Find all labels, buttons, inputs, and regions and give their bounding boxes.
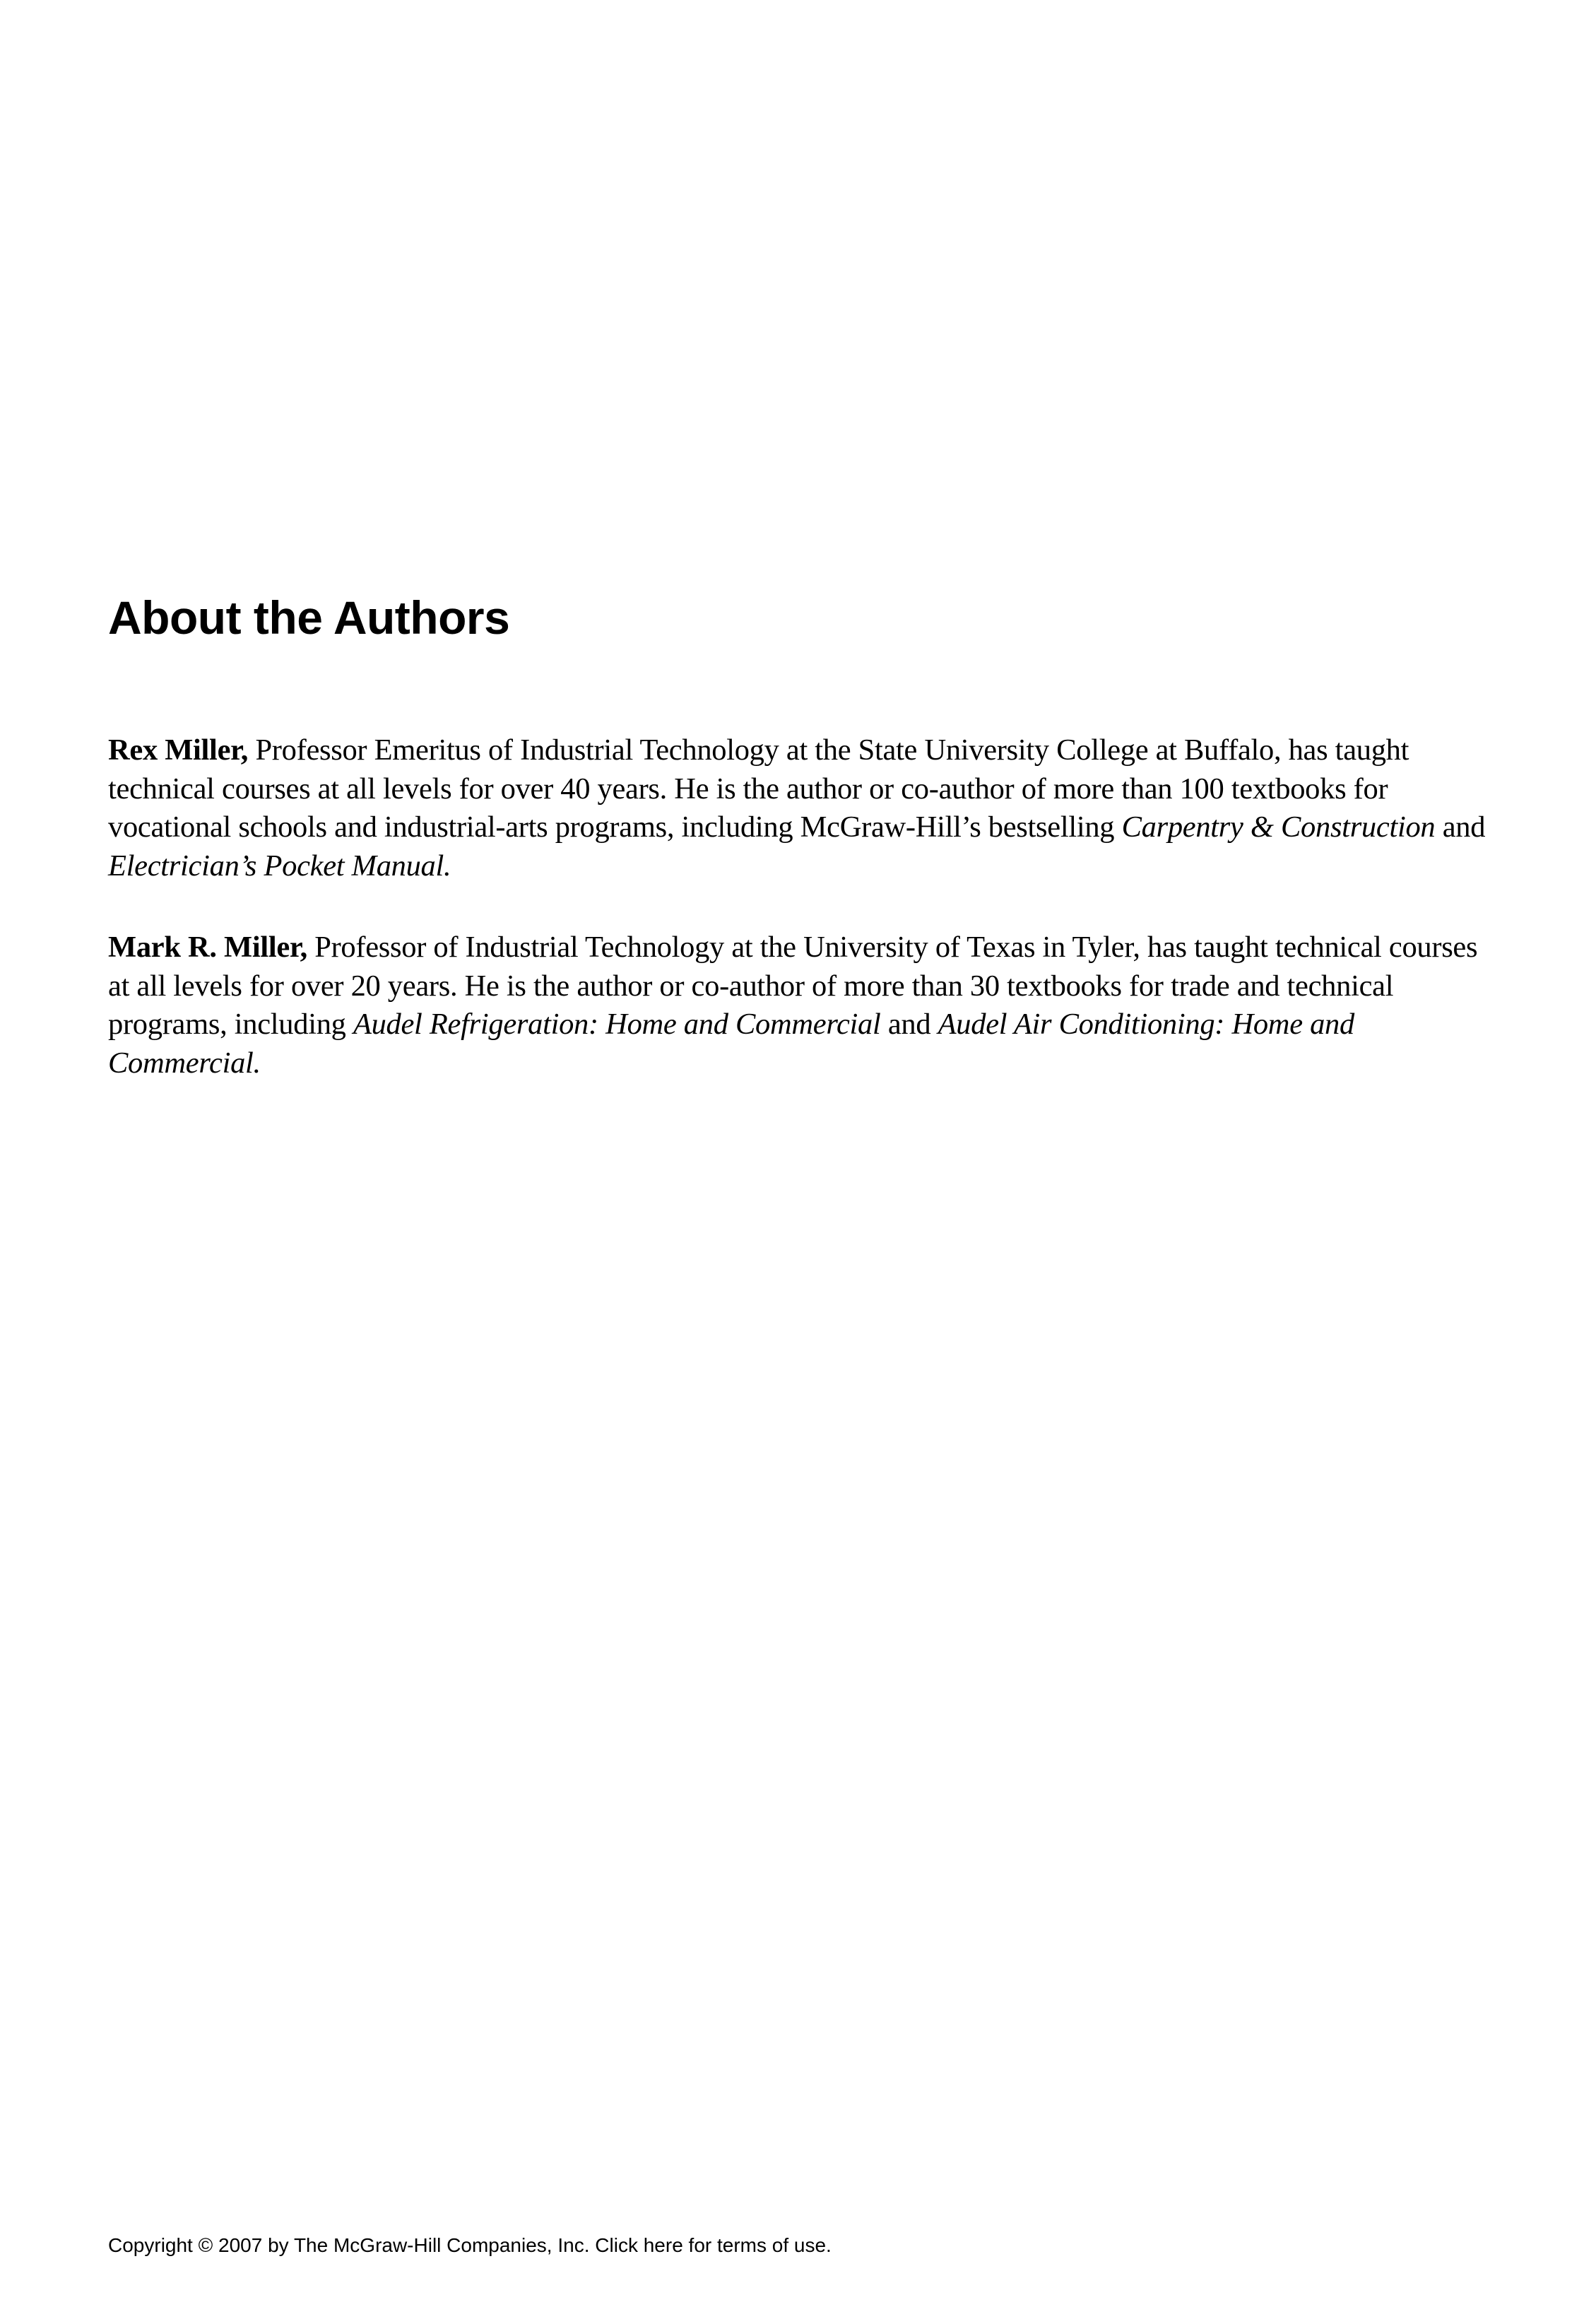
- author-name: Rex Miller,: [108, 733, 249, 767]
- book-title: Audel Air Conditioning: Home and Commercial.: [108, 1008, 1354, 1080]
- terms-of-use-link[interactable]: Click here for terms of use.: [595, 2234, 832, 2256]
- copyright-footer: [108, 2234, 832, 2258]
- bio-text: Professor of Industrial Technology at the University of Texas in Tyler, has taught technical courses at all levels for over 20 years. He is the author or co-author of more than 30 textbooks for trade and technical programs, including: [108, 931, 1478, 1041]
- page-title: About the Authors: [108, 591, 510, 644]
- bio-text: and: [1435, 810, 1486, 844]
- book-title: Carpentry & Construction: [1121, 810, 1436, 844]
- copyright-text: Copyright © 2007 by The McGraw-Hill Companies, Inc.: [108, 2234, 596, 2256]
- book-title: Electrician’s Pocket Manual.: [108, 849, 451, 883]
- bio-text: Professor Emeritus of Industrial Technology at the State University College at Buffalo, has taught technical courses at all levels for over 40 years. He is the author or co-author of more than 100 textbooks for vocational schools and industrial-arts programs, including McGraw-Hill’s bestselling: [108, 733, 1409, 844]
- author-bio-mark-miller: [108, 928, 1489, 1082]
- author-bio-rex-miller: [108, 731, 1489, 885]
- bio-text: and: [880, 1008, 938, 1041]
- book-title: Audel Refrigeration: Home and Commercial: [353, 1008, 881, 1041]
- author-name: Mark R. Miller,: [108, 931, 307, 964]
